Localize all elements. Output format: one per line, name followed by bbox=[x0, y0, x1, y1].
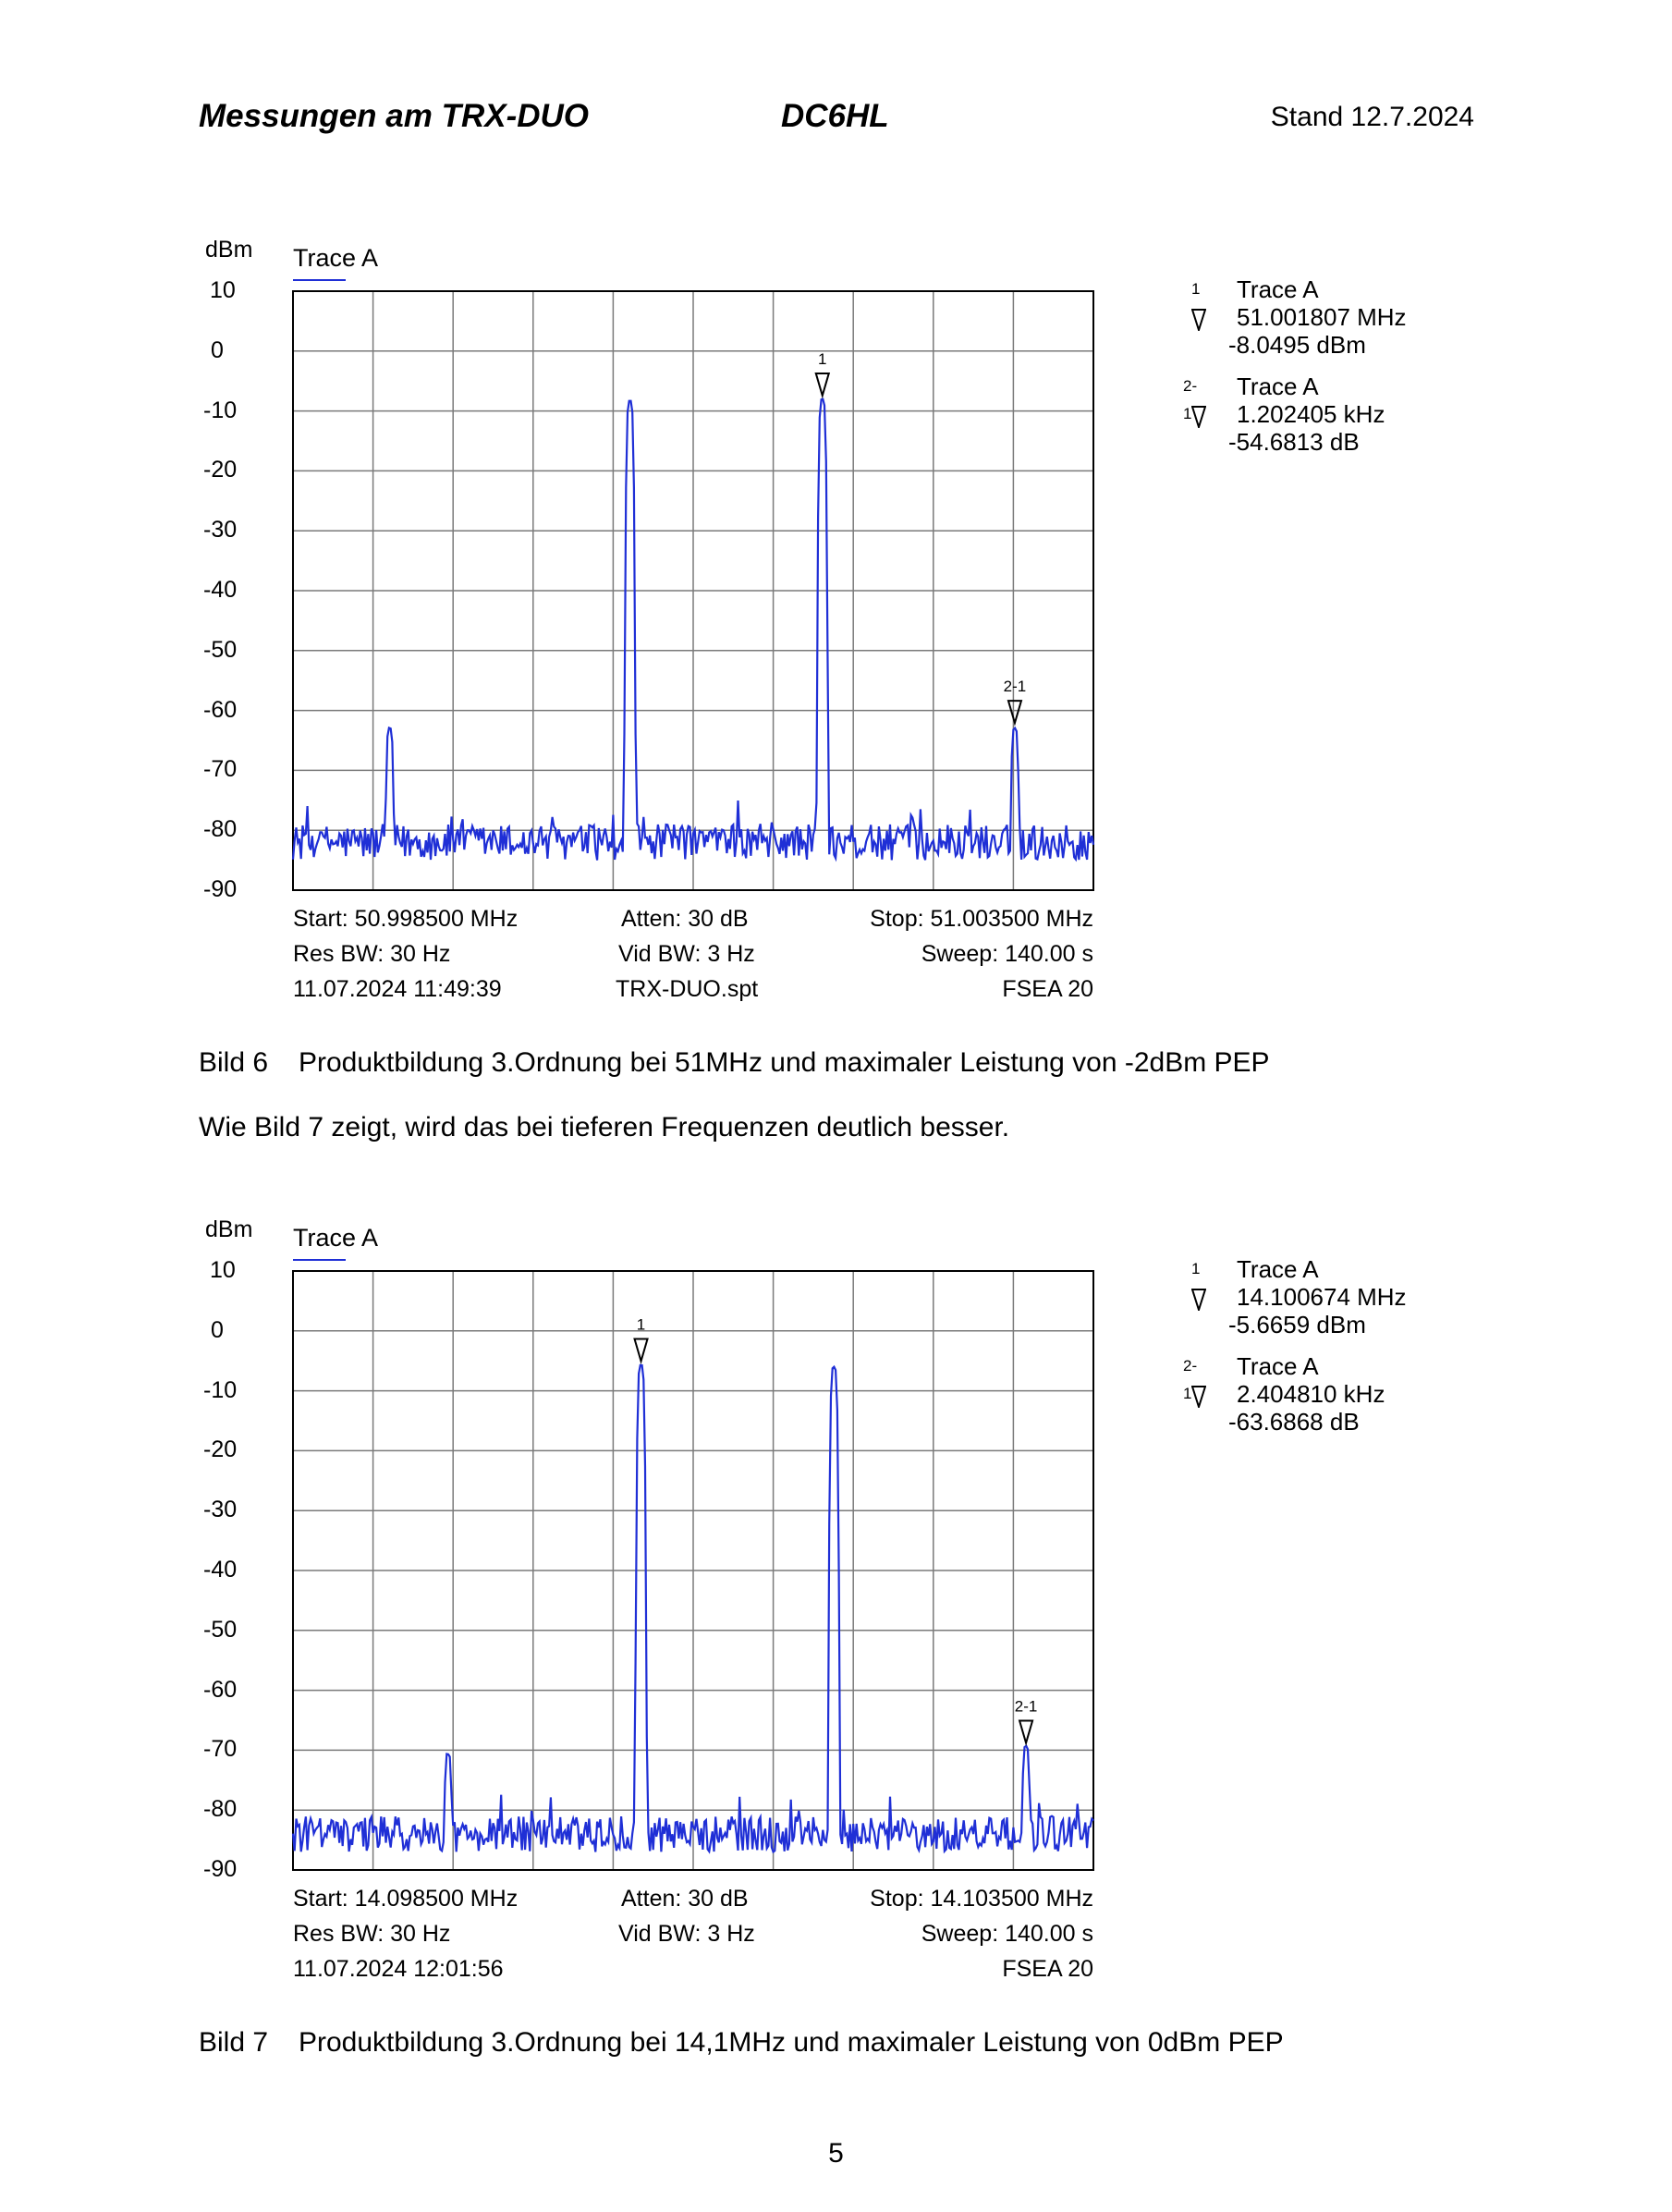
marker-triangle-icon bbox=[1191, 1289, 1206, 1311]
spectrum-plot bbox=[293, 1271, 1093, 1870]
spectrum-chart-1 bbox=[0, 231, 1672, 1002]
marker-level: -63.6868 dB bbox=[1228, 1408, 1360, 1436]
caption-number: Bild 6 bbox=[199, 1047, 269, 1078]
y-tick-label: -90 bbox=[203, 876, 238, 902]
marker-value: 14.100674 MHz bbox=[1237, 1283, 1407, 1311]
footer-start: Start: 50.998500 MHz bbox=[293, 906, 519, 932]
y-tick-label: -50 bbox=[203, 636, 238, 663]
footer-vid-bw: Vid BW: 3 Hz bbox=[618, 941, 755, 967]
y-tick-label: -80 bbox=[203, 816, 238, 843]
y-tick-label: -70 bbox=[203, 756, 238, 783]
y-tick-label: -10 bbox=[203, 397, 238, 423]
footer-file: TRX-DUO.spt bbox=[616, 976, 759, 1002]
y-tick-label: -90 bbox=[203, 1856, 238, 1882]
marker-2-1-label: 2-1 bbox=[1014, 1697, 1038, 1716]
marker-id: 2-1 bbox=[1183, 377, 1198, 422]
y-tick-label: -10 bbox=[203, 1376, 238, 1403]
y-tick-label: -30 bbox=[203, 1497, 238, 1523]
marker-1-triangle bbox=[635, 1339, 648, 1362]
y-tick-label: -20 bbox=[203, 1436, 238, 1463]
marker-value: 2.404810 kHz bbox=[1237, 1380, 1385, 1408]
marker-value: 1.202405 kHz bbox=[1237, 400, 1385, 428]
header-callsign: DC6HL bbox=[781, 98, 889, 134]
footer-datetime: 11.07.2024 12:01:56 bbox=[293, 1956, 504, 1982]
trace-legend-label: Trace A bbox=[293, 244, 379, 272]
marker-2-1-label: 2-1 bbox=[1003, 678, 1027, 696]
footer-atten: Atten: 30 dB bbox=[621, 1886, 749, 1912]
footer-atten: Atten: 30 dB bbox=[621, 906, 749, 932]
header-status: Stand 12.7.2024 bbox=[1270, 102, 1474, 132]
y-tick-label: -50 bbox=[203, 1616, 238, 1643]
body-paragraph: Wie Bild 7 zeigt, wird das bei tieferen Frequenzen deutlich besser. bbox=[199, 1112, 1010, 1143]
caption-text: Produktbildung 3.Ordnung bei 14,1MHz und maximaler Leistung von 0dBm PEP bbox=[299, 2027, 1284, 2058]
header-title: Messungen am TRX-DUO bbox=[199, 98, 589, 134]
marker-1-label: 1 bbox=[818, 349, 827, 368]
footer-datetime: 11.07.2024 11:49:39 bbox=[293, 976, 502, 1002]
y-tick-label: 10 bbox=[210, 277, 236, 303]
y-tick-label: -80 bbox=[203, 1796, 238, 1823]
marker-1-label: 1 bbox=[636, 1315, 646, 1334]
y-tick-label: -30 bbox=[203, 517, 238, 544]
y-tick-label: -40 bbox=[203, 1557, 238, 1583]
y-tick-label: 0 bbox=[211, 1316, 224, 1343]
footer-start: Start: 14.098500 MHz bbox=[293, 1886, 519, 1912]
y-tick-label: -60 bbox=[203, 1676, 238, 1703]
marker-2-1-triangle bbox=[1008, 701, 1021, 723]
marker-id: 1 bbox=[1191, 280, 1201, 298]
footer-res-bw: Res BW: 30 Hz bbox=[293, 1921, 451, 1947]
spectrum-chart-2 bbox=[0, 1211, 1672, 1982]
plot-area bbox=[293, 291, 1093, 890]
marker-level: -54.6813 dB bbox=[1228, 428, 1360, 456]
marker-id: 2-1 bbox=[1183, 1357, 1198, 1402]
marker-level: -8.0495 dBm bbox=[1228, 331, 1366, 359]
plot-area bbox=[293, 1271, 1093, 1870]
trace-legend-line bbox=[293, 1259, 346, 1261]
trace-legend-line bbox=[293, 279, 346, 281]
marker-1-triangle bbox=[816, 373, 829, 396]
marker-trace: Trace A bbox=[1237, 373, 1319, 400]
y-unit-label: dBm bbox=[205, 237, 253, 263]
caption-text: Produktbildung 3.Ordnung bei 51MHz und maximaler Leistung von -2dBm PEP bbox=[299, 1047, 1270, 1078]
caption-number: Bild 7 bbox=[199, 2027, 269, 2058]
y-unit-label: dBm bbox=[205, 1216, 253, 1242]
marker-2-1-triangle bbox=[1019, 1721, 1032, 1743]
footer-sweep: Sweep: 140.00 s bbox=[921, 941, 1093, 967]
y-tick-label: 0 bbox=[211, 336, 224, 363]
y-tick-label: -20 bbox=[203, 457, 238, 483]
y-tick-label: -70 bbox=[203, 1736, 238, 1763]
trace-legend-label: Trace A bbox=[293, 1224, 379, 1252]
marker-triangle-icon bbox=[1191, 309, 1206, 331]
figure-caption-7 bbox=[199, 2027, 1284, 2059]
footer-sweep: Sweep: 140.00 s bbox=[921, 1921, 1093, 1947]
marker-trace: Trace A bbox=[1237, 275, 1319, 303]
y-tick-label: -40 bbox=[203, 577, 238, 603]
y-tick-label: 10 bbox=[210, 1257, 236, 1283]
marker-id: 1 bbox=[1191, 1260, 1201, 1277]
spectrum-plot bbox=[293, 291, 1093, 890]
marker-triangle-icon bbox=[1191, 406, 1206, 428]
marker-level: -5.6659 dBm bbox=[1228, 1311, 1366, 1338]
marker-trace: Trace A bbox=[1237, 1255, 1319, 1283]
footer-res-bw: Res BW: 30 Hz bbox=[293, 941, 451, 967]
marker-value: 51.001807 MHz bbox=[1237, 303, 1407, 331]
footer-instrument: FSEA 20 bbox=[1002, 1956, 1093, 1982]
figure-caption-6 bbox=[199, 1047, 1270, 1079]
marker-triangle-icon bbox=[1191, 1386, 1206, 1408]
footer-stop: Stop: 51.003500 MHz bbox=[870, 906, 1093, 932]
y-tick-label: -60 bbox=[203, 696, 238, 723]
page-number: 5 bbox=[828, 2138, 844, 2169]
footer-vid-bw: Vid BW: 3 Hz bbox=[618, 1921, 755, 1947]
footer-instrument: FSEA 20 bbox=[1002, 976, 1093, 1002]
footer-stop: Stop: 14.103500 MHz bbox=[870, 1886, 1093, 1912]
marker-trace: Trace A bbox=[1237, 1352, 1319, 1380]
